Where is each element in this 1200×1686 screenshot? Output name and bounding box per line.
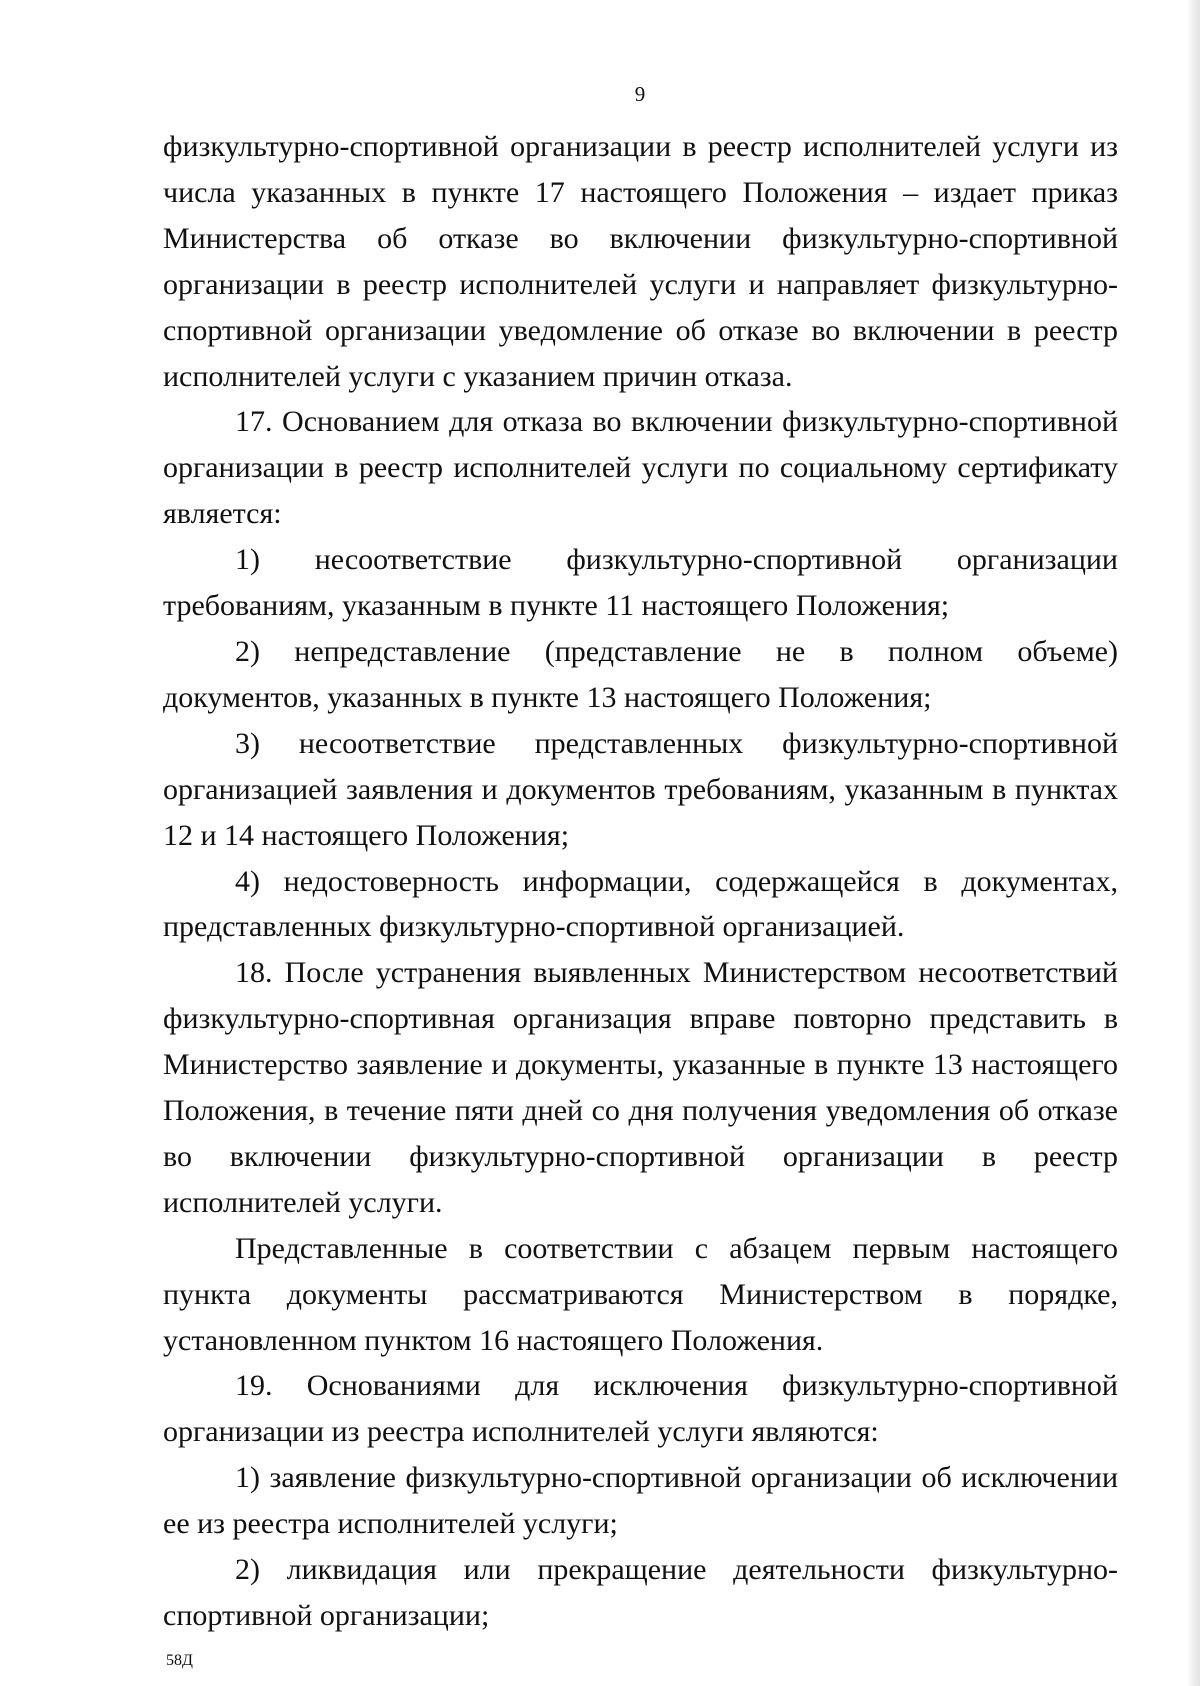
paragraph-clause-18-second: Представленные в соответствии с абзацем первым настоящего пункта документы рассматриваются Министерством в порядке, установленном пунктом 16 настоящего Положения. (163, 1231, 1118, 1357)
page-number: 9 (634, 82, 646, 106)
paragraph-clause-19: 19. Основаниями для исключения физкультурно-спортивной организации из реестра исполнителей услуги являются: (163, 1369, 1118, 1449)
paragraph-clause-18: 18. После устранения выявленных Министерством несоответствий физкультурно-спортивная организация вправе повторно представить в Министерство заявление и документы, указанные в пункте 13 настоящего Положения, в течение пяти дней со дня получения уведомления об отказе во включении физкультурно-спортивной организации в реестр исполнителей услуги. (163, 956, 1118, 1219)
paragraph-clause-17-item-4: 4) недостоверность информации, содержащейся в документах, представленных физкультурно-спортивной организацией. (163, 864, 1118, 944)
paragraph-clause-19-item-2: 2) ликвидация или прекращение деятельности физкультурно-спортивной организации; (163, 1553, 1118, 1632)
paragraph-continuation: физкультурно-спортивной организации в реестр исполнителей услуги из числа указанных в пункте 17 настоящего Положения – издает приказ Министерства об отказе во включении физкультурно-спортивной организации в реестр исполнителей услуги и направляет физкультурно-спортивной организации уведомление об отказе во включении в реестр исполнителей услуги с указанием причин отказа. (163, 130, 1118, 393)
paragraph-clause-17-item-1: 1) несоответствие физкультурно-спортивной организации требованиям, указанным в пункте 11 настоящего Положения; (163, 543, 1118, 623)
paragraph-clause-17-item-2: 2) непредставление (представление не в полном объеме) документов, указанных в пункте 13 настоящего Положения; (163, 634, 1118, 714)
paragraph-clause-17-item-3: 3) несоответствие представленных физкультурно-спортивной организацией заявления и документов требованиям, указанным в пунктах 12 и 14 настоящего Положения; (163, 726, 1118, 852)
footer-code: 58Д (166, 1652, 193, 1669)
paragraph-clause-17: 17. Основанием для отказа во включении физкультурно-спортивной организации в реестр исполнителей услуги по социальному сертификату является: (163, 405, 1118, 531)
paragraph-clause-19-item-1: 1) заявление физкультурно-спортивной организации об исключении ее из реестра исполнителей услуги; (163, 1461, 1118, 1541)
scan-edge-shadow (1186, 0, 1200, 1686)
document-body (163, 124, 1118, 1639)
